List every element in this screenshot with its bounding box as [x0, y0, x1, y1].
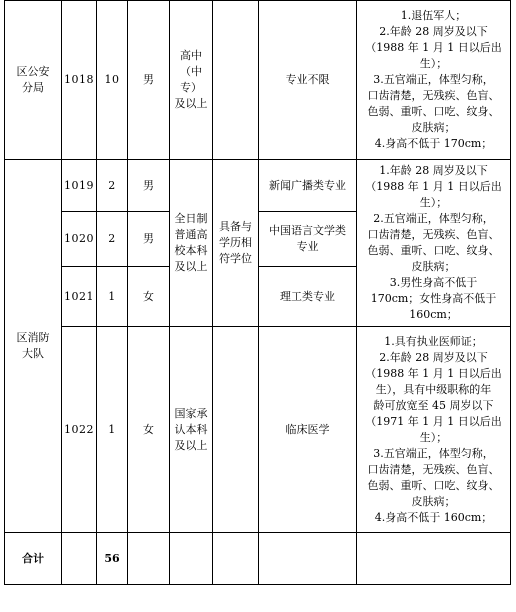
requirement-line: 1.退伍军人；	[400, 9, 467, 22]
unit-name: 区消防 大队	[16, 331, 50, 360]
requirement-line: 口齿清楚，无残疾、色盲、	[367, 462, 500, 476]
requirement-line: 色弱、重听、口吃、纹身、	[367, 244, 500, 257]
requirement-line: 生）；	[419, 57, 448, 70]
requirement-line: 皮肤病；	[411, 121, 456, 134]
degree-cell	[213, 160, 259, 327]
position-code: 1019	[62, 160, 97, 212]
requirements-cell	[357, 327, 511, 533]
empty-cell	[128, 533, 170, 585]
requirement-line: 170cm；女性身高不低于	[370, 292, 497, 305]
requirement-line: 色弱、重听、口吃、纹身、	[367, 478, 500, 492]
requirement-line: 2.年龄 28 周岁及以下	[379, 350, 488, 364]
requirements-cell	[357, 1, 511, 160]
requirement-line: 2.五官端正，体型匀称，	[373, 212, 494, 225]
requirement-line: 3.五官端正，体型匀称，	[373, 446, 494, 460]
requirement-line: 2.年龄 28 周岁及以下	[379, 25, 488, 38]
table-row	[5, 160, 511, 212]
requirement-line: （1971 年 1 月 1 日以后出	[365, 414, 502, 428]
position-code: 1022	[62, 327, 97, 533]
hire-count: 1	[97, 327, 128, 533]
requirement-line: 生），具有中级职称的年	[375, 382, 492, 396]
hire-count: 2	[97, 160, 128, 212]
major: 专业不限	[259, 1, 357, 160]
hire-count: 1	[97, 267, 128, 327]
requirements-cell	[357, 160, 511, 327]
major: 中国语言文学类 专业	[269, 224, 346, 253]
degree: 具备与 学历相 符学位	[219, 220, 252, 265]
major-cell	[259, 212, 357, 267]
hire-count: 2	[97, 212, 128, 267]
empty-cell	[213, 533, 259, 585]
requirement-line: 1.具有执业医师证；	[384, 334, 483, 348]
requirement-line: 皮肤病；	[411, 494, 456, 508]
requirement-line: （1988 年 1 月 1 日以后出	[365, 180, 502, 193]
unit-cell	[5, 160, 62, 533]
empty-cell	[62, 533, 97, 585]
education-cell	[170, 327, 213, 533]
requirement-line: 4.身高不低于 170cm；	[374, 137, 493, 150]
table-row	[5, 327, 511, 533]
empty-cell	[170, 533, 213, 585]
gender: 男	[128, 212, 170, 267]
requirement-line: 口齿清楚，无残疾、色盲、	[367, 228, 500, 241]
requirement-line: 3.男性身高不低于	[389, 276, 478, 289]
requirement-line: 4.身高不低于 160cm；	[374, 510, 493, 524]
gender: 男	[128, 160, 170, 212]
requirement-line: 160cm；	[409, 308, 458, 321]
education: 全日制 普通高 校本科 及以上	[174, 212, 208, 273]
empty-cell	[259, 533, 357, 585]
education-cell	[170, 160, 213, 327]
education-cell	[170, 1, 213, 160]
requirement-line: 龄可放宽至 45 周岁以下	[373, 398, 494, 412]
gender: 女	[128, 267, 170, 327]
education: 国家承 认本科 及以上	[174, 406, 208, 452]
requirement-line: （1988 年 1 月 1 日以后出	[365, 41, 502, 54]
major: 临床医学	[259, 327, 357, 533]
degree-cell	[213, 1, 259, 160]
requirement-line: 3.五官端正，体型匀称，	[373, 73, 494, 86]
requirement-line: 1.年龄 28 周岁及以下	[379, 164, 488, 177]
major: 理工类专业	[259, 267, 357, 327]
unit-cell	[5, 1, 62, 160]
requirement-line: 皮肤病；	[411, 260, 456, 273]
total-count: 56	[97, 533, 128, 585]
position-code: 1021	[62, 267, 97, 327]
requirement-line: 生）；	[419, 430, 448, 444]
requirement-line: 色弱、重听、口吃、纹身、	[367, 105, 500, 118]
requirement-line: 口齿清楚，无残疾、色盲、	[367, 89, 500, 102]
empty-cell	[357, 533, 511, 585]
major: 新闻广播类专业	[259, 160, 357, 212]
hire-count: 10	[97, 1, 128, 160]
requirement-line: 生）；	[419, 196, 448, 209]
gender: 女	[128, 327, 170, 533]
total-label: 合计	[5, 533, 62, 585]
recruitment-table	[4, 0, 511, 585]
total-row	[5, 533, 511, 585]
gender: 男	[128, 1, 170, 160]
unit-name: 区公安 分局	[16, 65, 50, 94]
table-row	[5, 1, 511, 160]
degree-cell	[213, 327, 259, 533]
education: 高中 （中专） 及以上	[174, 49, 208, 110]
position-code: 1018	[62, 1, 97, 160]
position-code: 1020	[62, 212, 97, 267]
requirement-line: （1988 年 1 月 1 日以后出	[365, 366, 502, 380]
